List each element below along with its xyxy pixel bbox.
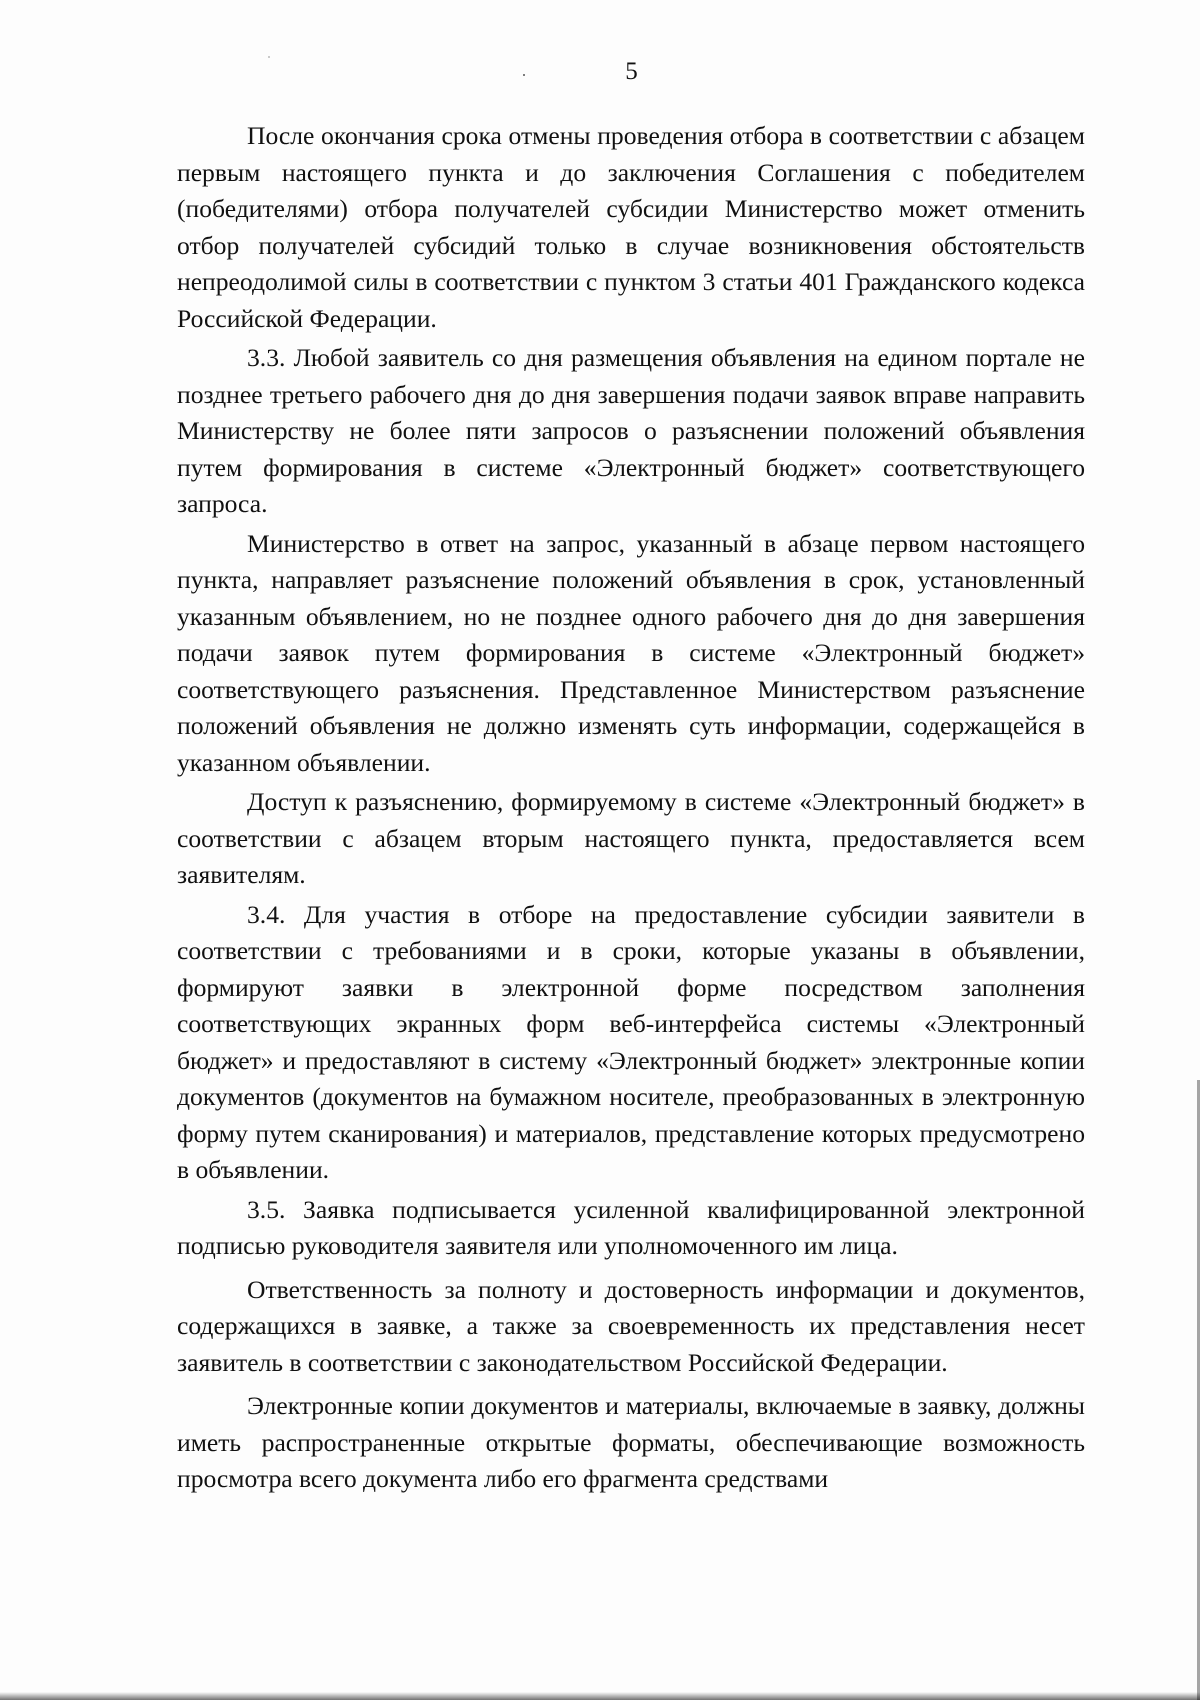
scan-speck (523, 74, 525, 76)
page-number: 5 (625, 58, 638, 85)
paragraph-3-3: 3.3. Любой заявитель со дня размещения объявления на едином портале не позднее третьего рабочего дня до дня завершения подачи заявок вправе направить Министерству не более пяти запросов о разъяснении положений объявления путем формирования в системе «Электронный бюджет» соответствующего запроса. (177, 343, 1085, 518)
paragraph-responsibility: Ответственность за полноту и достоверность информации и документов, содержащихся в заявке, а также за своевременность их представления несет заявитель в соответствии с законодательством Российской Федерации. (177, 1274, 1085, 1377)
paragraph-electronic-copies: Электронные копии документов и материалы, включаемые в заявку, должны иметь распространенные открытые форматы, обеспечивающие возможность просмотра всего документа либо его фрагмента средствами (177, 1391, 1085, 1493)
paragraph-3-4: 3.4. Для участия в отборе на предоставление субсидии заявители в соответствии с требованиями и в сроки, которые указаны в объявлении, формируют заявки в электронной форме посредством заполнения соответствующих экранных форм веб-интерфейса системы «Электронный бюджет» и предоставляют в систему «Электронный бюджет» электронные копии документов (документов на бумажном носителе, преобразованных в электронную форму путем сканирования) и материалов, представление которых предусмотрено в объявлении. (177, 899, 1085, 1184)
paragraph-cancellation: После окончания срока отмены проведения отбора в соответствии с абзацем первым настоящего пункта и до заключения Соглашения с победителем (победителями) отбора получателей субсидии Министерство может отменить отбор получателей субсидий только в случае возникновения обстоятельств непреодолимой силы в соответствии с пунктом 3 статьи 401 Гражданского кодекса Российской Федерации. (177, 121, 1085, 333)
paragraph-3-5: 3.5. Заявка подписывается усиленной квалифицированной электронной подписью руководителя заявителя или уполномоченного им лица. (177, 1194, 1085, 1260)
paragraph-access-clarification: Доступ к разъяснению, формируемому в системе «Электронный бюджет» в соответствии с абзацем вторым настоящего пункта, предоставляется всем заявителям. (177, 787, 1085, 889)
scan-edge-bottom (0, 1692, 1200, 1700)
paragraph-ministry-response: Министерство в ответ на запрос, указанный в абзаце первом настоящего пункта, направляет разъяснение положений объявления в срок, установленный указанным объявлением, но не позднее одного рабочего дня до дня завершения подачи заявок путем формирования в системе «Электронный бюджет» соответствующего разъяснения. Представленное Министерством разъяснение положений объявления не должно изменять суть информации, содержащейся в указанном объявлении. (177, 528, 1085, 777)
scan-speck (268, 56, 270, 58)
document-body (177, 118, 1085, 1498)
